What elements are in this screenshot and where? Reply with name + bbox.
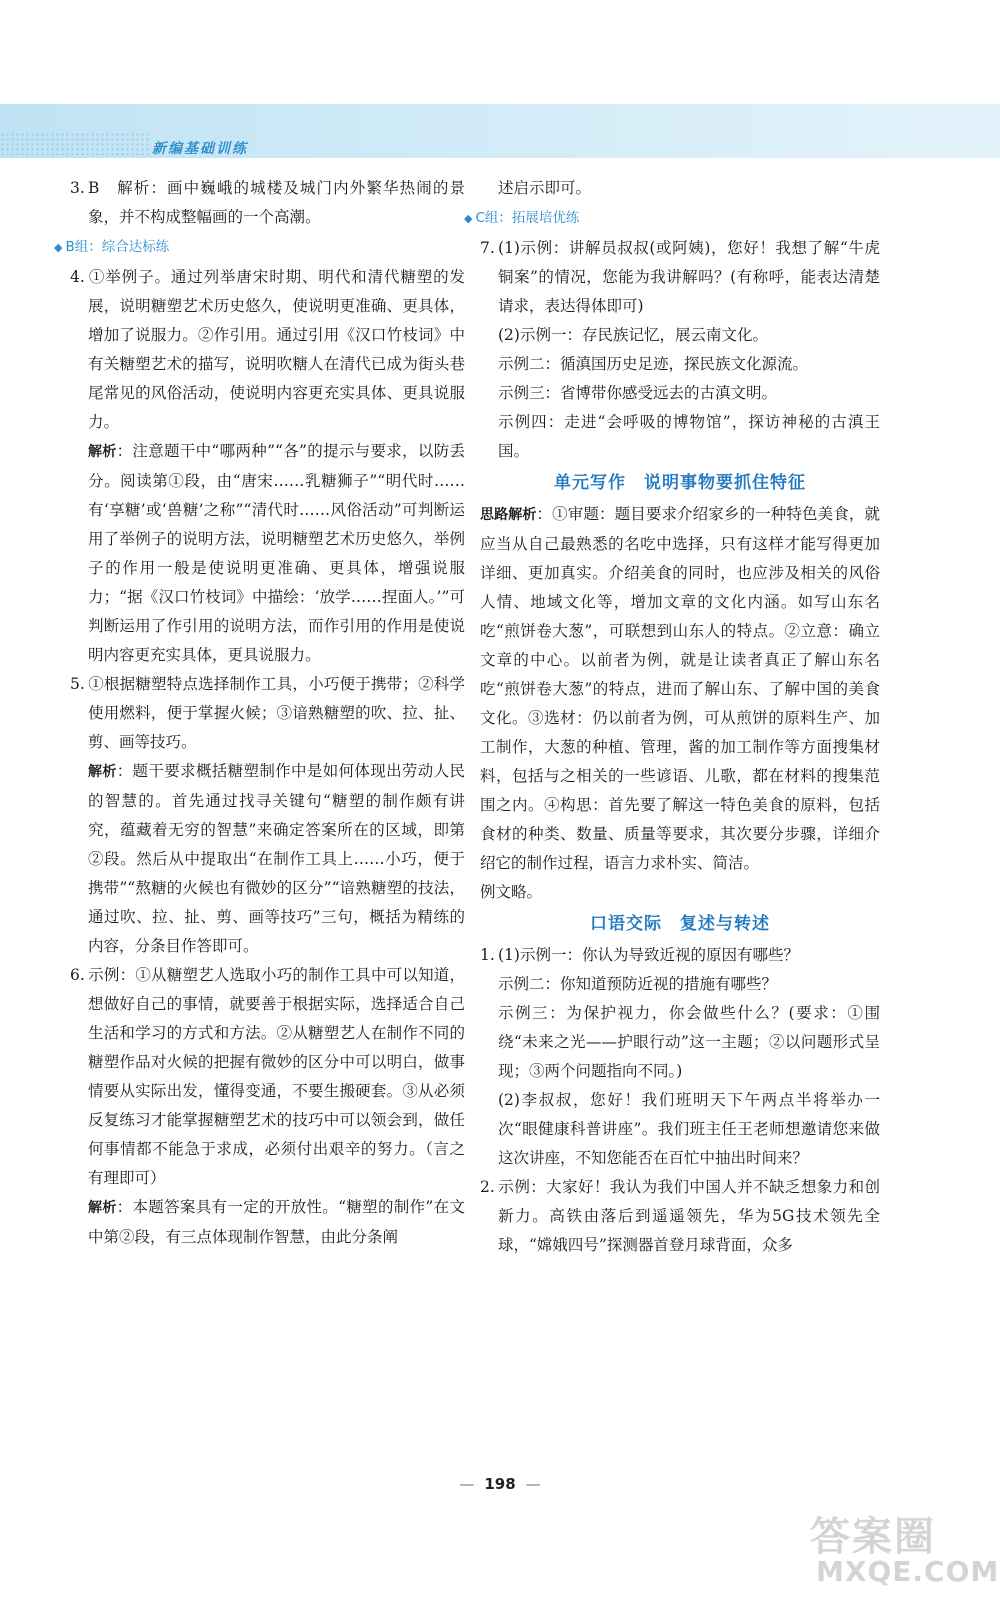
oral-answer-2-number: 2. xyxy=(480,1178,495,1196)
oral-answer-2 xyxy=(480,1173,880,1260)
page-number: — 198 — xyxy=(459,1475,541,1493)
analysis-label: 解析 xyxy=(88,764,117,780)
unit-writing-title: 单元写作 说明事物要抓住特征 xyxy=(554,473,806,493)
watermark-text-top: 答案圈 xyxy=(810,1514,936,1560)
diamond-icon: ◆ xyxy=(464,212,473,225)
answer-7-example2: 示例二：循滇国历史足迹，探民族文化源流。 xyxy=(498,355,809,373)
answer-5 xyxy=(70,670,465,757)
header-band xyxy=(0,104,1000,158)
watermark-text-bottom: MXQE.COM xyxy=(816,1555,1000,1588)
answer-7-part1 xyxy=(480,234,880,321)
answer-6-text: 示例：①从糖塑艺人选取小巧的制作工具中可以知道，想做好自己的事情，就要善于根据实际，选择适合自己生活和学习的方式和方法。②从糖塑艺人在制作不同的糖塑作品对火候的把握有微妙的区分中可以明白，做事情要从实际出发，懂得变通，不要生搬硬套。③从必须反复练习才能掌握糖塑艺术的技巧中可以领会到，做任何事情都不能急于求成，必须付出艰辛的努力。（言之有理即可） xyxy=(88,966,465,1187)
answer-7-part2: (2)示例一：存民族记忆，展云南文化。 xyxy=(498,326,768,344)
answer-6-analysis xyxy=(70,1193,465,1252)
watermark-logo xyxy=(810,1505,1000,1595)
answer-7-example4: 示例四：走进“会呼吸的博物馆”，探访神秘的古滇王国。 xyxy=(498,413,880,460)
analysis-label: 解析 xyxy=(88,1200,117,1216)
answer-6 xyxy=(70,961,465,1193)
oral-answer-1-number: 1. xyxy=(480,946,495,964)
answer-6-number: 6. xyxy=(70,966,85,984)
analysis-label: 解析 xyxy=(88,444,117,460)
writing-analysis-text: ：①审题：题目要求介绍家乡的一种特色美食，就应当从自己最熟悉的名吃中选择，只有这样才能写得更加详细、更加真实。介绍美食的同时，也应涉及相关的风俗人情、地域文化等，增加文章的文化内涵。如写山东名吃“煎饼卷大葱”，可联想到山东人的特点。②立意：确立文章的中心。以前者为例，就是让读者真正了解山东名吃“煎饼卷大葱”的特点，进而了解山东、了解中国的美食文化。③选材：仍以前者为例，可从煎饼的原料生产、加工制作，大葱的种植、管理，酱的加工制作等方面搜集材料，包括与之相关的一些谚语、儿歌，都在材料的搜集范围之内。④构思：首先要了解这一特色美食的原料，包括食材的种类、数量、质量等要求，其次要分步骤，详细介绍它的制作过程，语言力求朴实、简洁。 xyxy=(480,505,880,872)
writing-analysis-label: 思路解析 xyxy=(480,507,537,523)
answer-4-analysis xyxy=(70,437,465,670)
left-column xyxy=(54,174,465,1252)
answer-5-text: ①根据糖塑特点选择制作工具，小巧便于携带；②科学使用燃料，便于掌握火候；③谙熟糖塑的吹、拉、扯、剪、画等技巧。 xyxy=(88,675,465,751)
right-column xyxy=(464,174,880,1260)
answer-7-example3: 示例三：省博带你感受远去的古滇文明。 xyxy=(498,384,778,402)
answer-7-text: (1)示例：讲解员叔叔(或阿姨)，您好！我想了解“牛虎铜案”的情况，您能为我讲解吗？(有称呼，能表达清楚请求，表达得体即可) xyxy=(498,239,880,315)
group-b-label xyxy=(54,234,465,261)
answer-7-number: 7. xyxy=(480,239,495,257)
header-dot-pattern xyxy=(0,132,150,158)
answer-4-text: ①举例子。通过列举唐宋时期、明代和清代糖塑的发展，说明糖塑艺术历史悠久，使说明更准确、更具体，增加了说服力。②作引用。通过引用《汉口竹枝词》中有关糖塑艺术的描写，说明吹糖人在清代已成为街头巷尾常见的风俗活动，使说明内容更充实具体、更具说服力。 xyxy=(88,268,465,431)
oral-answer-1-example2: 示例二：你知道预防近视的措施有哪些？ xyxy=(498,975,778,993)
group-b-text: B组：综合达标练 xyxy=(65,239,170,255)
oral-answer-1-part1 xyxy=(480,941,880,970)
answer-3-text: B 解析：画中巍峨的城楼及城门内外繁华热闹的景象，并不构成整幅画的一个高潮。 xyxy=(88,179,465,226)
answer-6-continuation: 述启示即可。 xyxy=(498,179,592,197)
analysis-text: ：注意题干中“哪两种”“各”的提示与要求，以防丢分。阅读第①段，由“唐宋……乳糖狮子”“明代时……有‘享糖’或‘兽糖’之称”“清代时……风俗活动”可判断运用了举例子的说明方法，说明糖塑艺术历史悠久，举例子的作用一般是使说明更准确、更具体，增强说服力；“据《汉口竹枝词》中描绘：‘放学……捏面人。’”可判断运用了作引用的说明方法，而作引用的作用是使说明内容更充实具体，更具说服力。 xyxy=(88,442,465,664)
header-title: 新编基础训练 xyxy=(152,141,248,157)
analysis-text: ：本题答案具有一定的开放性。“糖塑的制作”在文中第②段，有三点体现制作智慧，由此分条阐 xyxy=(88,1198,465,1246)
diamond-icon: ◆ xyxy=(54,241,63,254)
oral-answer-1-text: (1)示例一：你认为导致近视的原因有哪些？ xyxy=(498,946,799,964)
oral-answer-1-part2: (2)李叔叔，您好！我们班明天下午两点半将举办一次“眼健康科普讲座”。我们班主任王老师想邀请您来做这次讲座，不知您能否在百忙中抽出时间来？ xyxy=(498,1091,880,1167)
group-c-label xyxy=(464,205,880,232)
oral-communication-title: 口语交际 复述与转述 xyxy=(590,914,770,934)
analysis-text: ：题干要求概括糖塑制作中是如何体现出劳动人民的智慧的。首先通过找寻关键句“糖塑的制作颇有讲究，蕴藏着无穷的智慧”来确定答案所在的区域，即第②段。然后从中提取出“在制作工具上……小巧，便于携带”“熬糖的火候也有微妙的区分”“谙熟糖塑的技法，通过吹、拉、扯、剪、画等技巧”三句，概括为精练的内容，分条目作答即可。 xyxy=(88,762,465,955)
oral-answer-2-text: 示例：大家好！我认为我们中国人并不缺乏想象力和创新力。高铁由落后到遥遥领先，华为5G技术领先全球，“嫦娥四号”探测器首登月球背面，众多 xyxy=(498,1178,880,1254)
group-c-text: C组：拓展培优练 xyxy=(475,210,580,226)
answer-3-number: 3. xyxy=(70,179,85,197)
answer-3 xyxy=(70,174,465,232)
writing-analysis xyxy=(480,500,880,878)
answer-4-number: 4. xyxy=(70,268,85,286)
oral-answer-1-example3: 示例三：为保护视力，你会做些什么？(要求：①围绕“未来之光——护眼行动”这一主题；②以问题形式呈现；③两个问题指向不同。) xyxy=(498,1004,880,1080)
answer-5-number: 5. xyxy=(70,675,85,693)
answer-4 xyxy=(70,263,465,437)
writing-sample-note: 例文略。 xyxy=(480,883,543,901)
answer-5-analysis xyxy=(70,757,465,961)
page-number-value: 198 xyxy=(484,1475,516,1493)
